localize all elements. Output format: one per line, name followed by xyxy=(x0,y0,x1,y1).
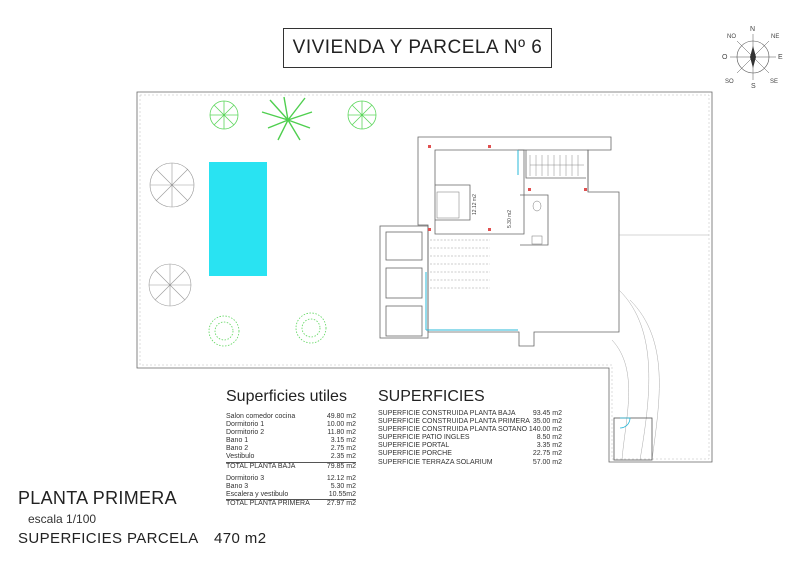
utiles-row xyxy=(226,483,356,491)
superficies-row xyxy=(378,418,562,426)
utiles-row xyxy=(226,475,356,483)
utiles-total-baja xyxy=(226,462,356,471)
utiles-row-label: Escalera y vestibulo xyxy=(226,490,289,498)
staircase xyxy=(530,155,584,176)
utiles-row xyxy=(226,437,356,445)
superficies-row-label: SUPERFICIE PORTAL xyxy=(378,442,450,450)
compass-label-s: S xyxy=(751,83,756,90)
compass-label-n: N xyxy=(750,26,756,33)
utiles-row-label: Dormitorio 3 xyxy=(226,474,265,482)
superficies-row-label: SUPERFICIE CONSTRUIDA PLANTA PRIMERA xyxy=(378,418,530,426)
compass-label-se: SE xyxy=(770,79,779,85)
pergola xyxy=(430,240,490,288)
superficies-row xyxy=(378,442,562,450)
superficies-row xyxy=(378,426,562,434)
superficies-row xyxy=(378,450,562,458)
utiles-row-value: 10.00 m2 xyxy=(326,421,356,429)
room-area-dormitorio-3: 12.12 m2 xyxy=(472,194,478,215)
pool xyxy=(209,162,267,276)
utiles-row xyxy=(226,413,356,421)
compass-label-no: NO xyxy=(727,34,736,40)
parcela-label: SUPERFICIES PARCELA xyxy=(18,530,199,547)
superficies-row-value: 22.75 m2 xyxy=(532,450,562,458)
portal xyxy=(614,418,652,460)
utiles-row xyxy=(226,453,356,461)
utiles-row-value: 49.80 m2 xyxy=(326,413,356,420)
palm-icon xyxy=(262,97,312,140)
utiles-total-primera-label: TOTAL PLANTA PRIMERA xyxy=(226,499,310,507)
utiles-row xyxy=(226,491,356,499)
utiles-table xyxy=(226,413,356,508)
utiles-total-baja-value: 79.85 m2 xyxy=(326,462,356,470)
utiles-row-label: Vestibulo xyxy=(226,453,255,461)
utiles-row-value: 5.30 m2 xyxy=(330,482,356,490)
utiles-row-label: Bano 1 xyxy=(226,437,249,445)
superficies-row-label: SUPERFICIE CONSTRUIDA PLANTA SOTANO xyxy=(378,426,528,434)
compass-label-so: SO xyxy=(725,79,734,85)
utiles-row-value: 2.75 m2 xyxy=(330,445,356,453)
sheet-title: VIVIENDA Y PARCELA Nº 6 xyxy=(292,37,543,58)
parcel-outline xyxy=(137,92,712,462)
utiles-row-label: Bano 3 xyxy=(226,482,249,490)
superficies-row-label: SUPERFICIE CONSTRUIDA PLANTA BAJA xyxy=(378,410,516,417)
superficies-row-label: SUPERFICIE TERRAZA SOLARIUM xyxy=(378,458,493,466)
tree-icon xyxy=(210,101,376,129)
plan-scale: escala 1/100 xyxy=(28,512,97,526)
superficies-row-value: 57.00 m2 xyxy=(532,458,562,466)
superficies-table xyxy=(378,410,562,467)
utiles-total-baja-label: TOTAL PLANTA BAJA xyxy=(226,462,296,470)
utiles-row-label: Dormitorio 2 xyxy=(226,429,265,437)
compass-label-o: O xyxy=(722,54,728,61)
superficies-row-label: SUPERFICIE PATIO INGLES xyxy=(378,434,470,442)
superficies-title: SUPERFICIES xyxy=(378,388,485,405)
utiles-row-label: Dormitorio 1 xyxy=(226,421,265,429)
utiles-row xyxy=(226,445,356,453)
utiles-row xyxy=(226,429,356,437)
superficies-row-value: 8.50 m2 xyxy=(536,434,562,442)
shrub-icon xyxy=(209,313,326,346)
utiles-total-primera xyxy=(226,499,356,508)
superficies-row-value: 3.35 m2 xyxy=(536,442,562,450)
utiles-row-value: 11.80 m2 xyxy=(327,429,356,437)
superficies-row-value: 35.00 m2 xyxy=(532,418,562,426)
superficies-row-value: 93.45 m2 xyxy=(532,410,562,417)
superficies-row xyxy=(378,410,562,418)
tree-icon xyxy=(149,163,194,306)
utiles-row-label: Bano 2 xyxy=(226,445,249,453)
utiles-row-label: Salon comedor cocina xyxy=(226,413,296,420)
bed xyxy=(437,192,459,218)
room-area-bano-3: 5.30 m2 xyxy=(507,209,513,228)
utiles-title: Superficies utiles xyxy=(226,388,347,405)
utiles-row xyxy=(226,421,356,429)
parcela-value: 470 m2 xyxy=(214,530,267,547)
plan-title: PLANTA PRIMERA xyxy=(18,488,177,508)
superficies-row xyxy=(378,459,562,467)
utiles-total-primera-value: 27.97 m2 xyxy=(326,499,356,507)
utiles-row-value: 10.55m2 xyxy=(328,490,356,498)
utiles-row-value: 2.35 m2 xyxy=(330,453,356,461)
superficies-row-label: SUPERFICIE PORCHE xyxy=(378,450,452,458)
superficies-row xyxy=(378,434,562,442)
compass-label-e: E xyxy=(778,54,783,61)
utiles-row-value: 3.15 m2 xyxy=(330,437,356,445)
utiles-row-value: 12.12 m2 xyxy=(326,474,356,482)
house-outline xyxy=(380,137,619,346)
superficies-row-value: 140.00 m2 xyxy=(528,426,562,434)
compass-label-ne: NE xyxy=(771,34,780,40)
